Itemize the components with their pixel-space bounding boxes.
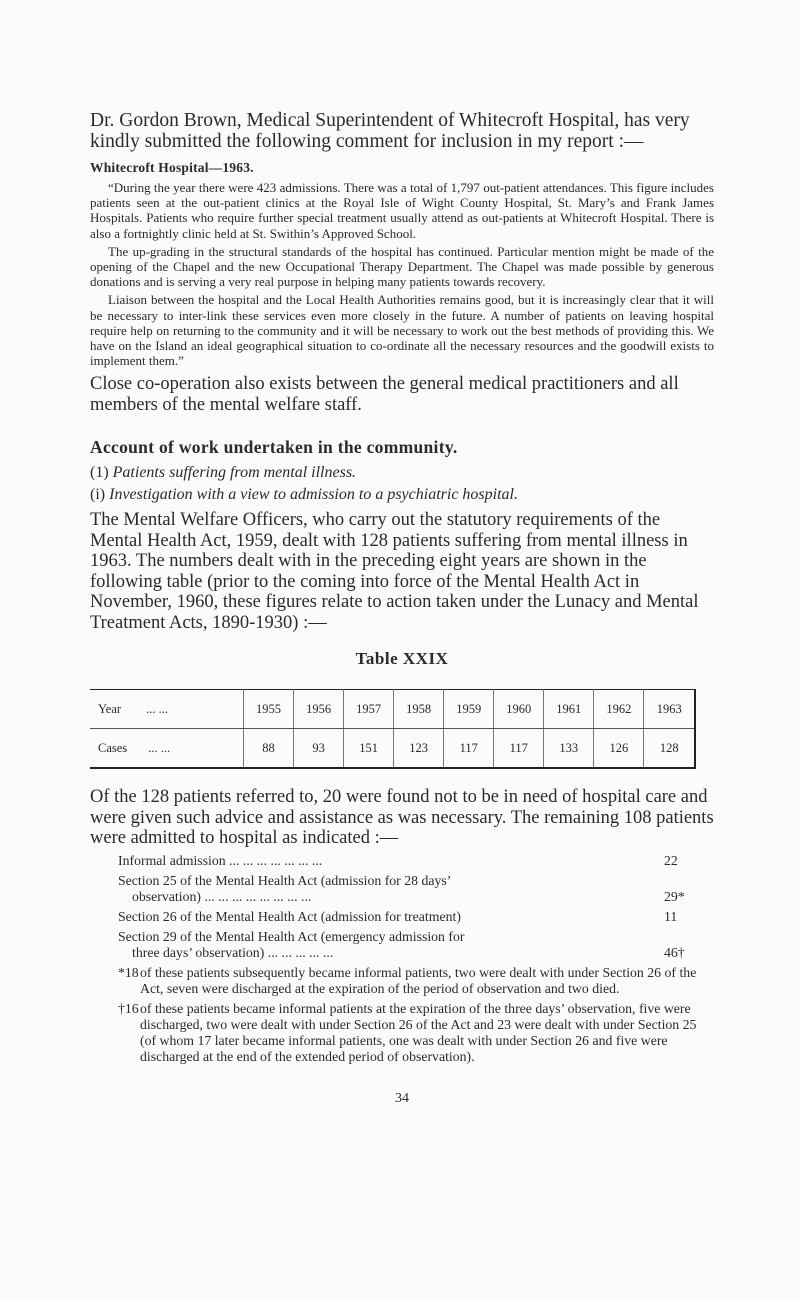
quote-paragraph: “During the year there were 423 admissions. There was a total of 1,797 out-patient attendances. This figure includes patients seen at the out-patient clinics at the Royal Isle of Wight County Hospital, St. Mary’s and Frank James Hospitals. Patients who require further special treatment usually attend as out-patients at Whitecroft Hospital. There is also a fortnightly clinic held at St. Swithin’s Approved School. (90, 180, 714, 241)
page-number: 34 (395, 1090, 409, 1106)
admission-label: Section 25 of the Mental Health Act (admission for 28 days’ (118, 872, 452, 888)
list-text: Patients suffering from mental illness. (112, 464, 357, 482)
footnote-text: of these patients subsequently became informal patients, two were dealt with under Section 26 of the Act, seven were discharged at the expiration of the period of observation and two died. (140, 964, 697, 996)
list-number: (1) (90, 464, 109, 482)
footnote-mark: †16 (118, 1000, 139, 1016)
footnote-text: of these patients became informal patients at the expiration of the three days’ observation, five were discharged, two were dealt with under Section 26 of the Act and 23 were dealt with under Section 25 (of whom 17 later became informal patients, one was dealt with under Section 26 and five were discharged at the end of the extended period of observation). (140, 1000, 697, 1064)
admission-row (118, 853, 708, 869)
cases-cell: 88 (244, 729, 294, 769)
document-page (90, 110, 714, 1107)
year-cell: 1961 (544, 690, 594, 729)
superintendent-quote (90, 180, 714, 368)
footnote-mark: *18 (118, 964, 139, 980)
table-row (90, 729, 695, 769)
table-title: Table XXIX (355, 649, 449, 669)
admission-label-cont: observation) ... ... ... ... ... ... ... ... (132, 888, 312, 904)
admission-count: 11 (664, 908, 678, 924)
cases-cell: 117 (494, 729, 544, 769)
quote-paragraph: Liaison between the hospital and the Local Health Authorities remains good, but it is increasingly clear that it will be necessary to inter-link these services even more closely in the future. A number of patients on leaving hospital require help on returning to the community and it will be necessary to work out the best methods of providing this. We have on the Island an ideal geographical situation to co-ordinate all the necessary resources and the goodwill exists to implement them.” (90, 292, 714, 369)
row-label: Year ... ... (90, 690, 244, 729)
admission-count: 22 (664, 852, 678, 868)
year-cell: 1956 (294, 690, 344, 729)
list-text: Investigation with a view to admission to a psychiatric hospital. (109, 486, 518, 504)
cases-cell: 93 (294, 729, 344, 769)
table-row (90, 690, 695, 729)
mwo-paragraph: The Mental Welfare Officers, who carry out the statutory requirements of the Mental Health Act, 1959, dealt with 128 patients suffering from mental illness in 1963. The numbers dealt with in the preceding eight years are shown in the following table (prior to the coming into force of the Mental Health Act in November, 1960, these figures relate to action taken under the Lunacy and Mental Treatment Acts, 1890-1930) :— (90, 510, 699, 633)
account-heading: Account of work undertaken in the community. (90, 437, 458, 458)
hospital-heading: Whitecroft Hospital—1963. (90, 160, 254, 175)
admissions-list (118, 853, 708, 1065)
year-cell: 1960 (494, 690, 544, 729)
intro-paragraph: Dr. Gordon Brown, Medical Superintendent of Whitecroft Hospital, has very kindly submitted the following comment for inclusion in my report :— (90, 110, 690, 152)
cases-cell: 126 (594, 729, 644, 769)
admission-count: 46† (664, 944, 685, 960)
footnote (118, 1001, 708, 1065)
admission-label: Section 26 of the Mental Health Act (admission for treatment) (118, 908, 461, 924)
cases-cell: 128 (644, 729, 695, 769)
year-cell: 1957 (344, 690, 394, 729)
year-cell: 1962 (594, 690, 644, 729)
footnote (118, 965, 708, 997)
cases-cell: 151 (344, 729, 394, 769)
cases-table (90, 689, 696, 769)
cases-cell: 123 (394, 729, 444, 769)
cases-cell: 133 (544, 729, 594, 769)
admission-count: 29* (664, 888, 685, 904)
referred-paragraph: Of the 128 patients referred to, 20 were found not to be in need of hospital care and were given such advice and assistance as was necessary. The remaining 108 patients were admitted to hospital as indicated :— (90, 787, 714, 849)
section-list (90, 462, 714, 506)
row-label: Cases ... ... (98, 740, 171, 755)
admission-label: Section 29 of the Mental Health Act (emergency admission for (118, 928, 465, 944)
cases-cell: 117 (444, 729, 494, 769)
year-cell: 1955 (244, 690, 294, 729)
quote-paragraph: The up-grading in the structural standards of the hospital has continued. Particular mention might be made of the opening of the Chapel and the new Occupational Therapy Department. The Chapel was made possible by generous donations and is serving a very real purpose in helping many patients towards recovery. (90, 243, 714, 290)
cooperation-paragraph: Close co-operation also exists between the general medical practitioners and all members of the mental welfare staff. (90, 374, 679, 415)
list-item (90, 484, 714, 506)
admission-label-cont: three days’ observation) ... ... ... ... ... (132, 944, 334, 960)
admission-row (118, 873, 708, 905)
admission-label: Informal admission ... ... ... ... ... ... ... (118, 852, 323, 868)
list-item (90, 462, 714, 484)
year-cell: 1963 (644, 690, 695, 729)
year-cell: 1959 (444, 690, 494, 729)
admission-row (118, 909, 708, 925)
list-number: (i) (90, 486, 106, 504)
admission-row (118, 929, 708, 961)
year-cell: 1958 (394, 690, 444, 729)
